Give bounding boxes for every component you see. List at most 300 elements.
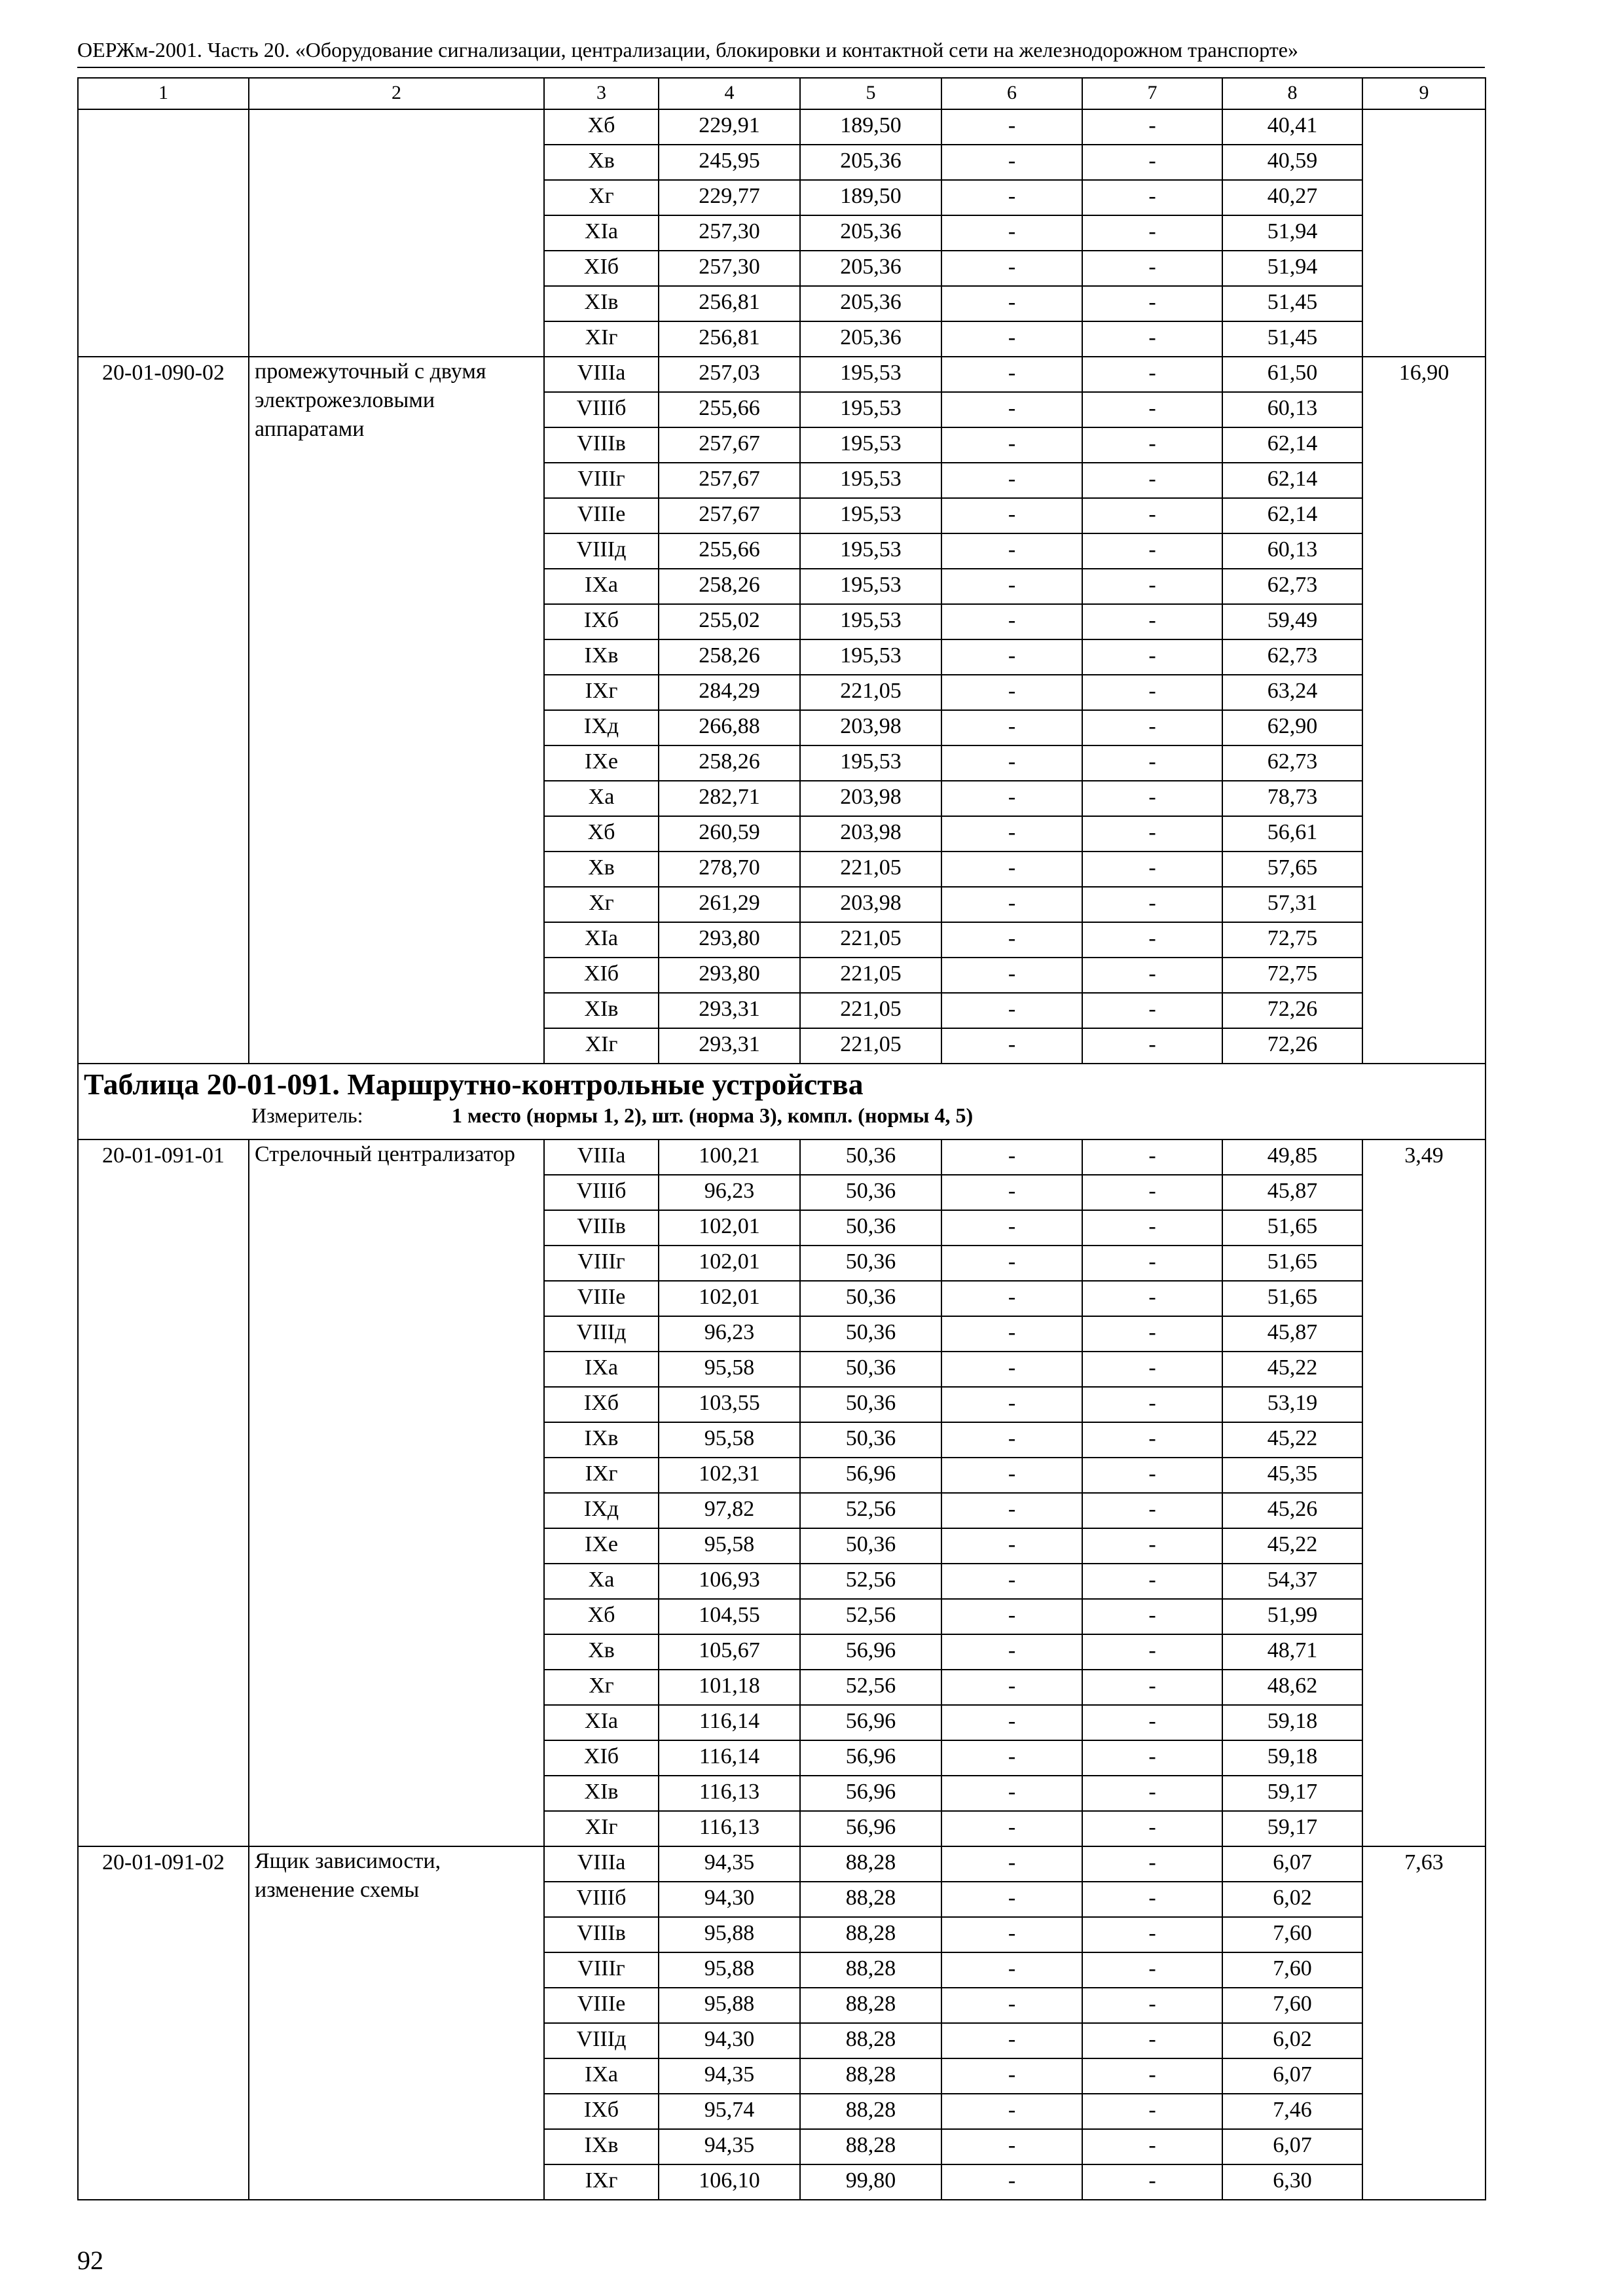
table-cell: 100,21	[659, 1139, 800, 1175]
table-cell: 48,62	[1222, 1670, 1362, 1705]
table-cell: 106,93	[659, 1564, 800, 1599]
table-cell: IХе	[544, 745, 659, 781]
table-cell: VIIIе	[544, 498, 659, 533]
table-cell: 94,30	[659, 2023, 800, 2058]
table-cell: -	[941, 1952, 1082, 1988]
table-cell: 205,36	[800, 215, 941, 251]
table-cell: 95,58	[659, 1528, 800, 1564]
table-measure	[84, 1102, 1480, 1128]
table-cell: 258,26	[659, 569, 800, 604]
norm-code: 20-01-091-02	[78, 1846, 249, 2200]
table-cell: 293,31	[659, 993, 800, 1028]
table-cell: 45,26	[1222, 1493, 1362, 1528]
table-cell: 205,36	[800, 145, 941, 180]
table-cell: 195,53	[800, 427, 941, 463]
table-cell: 56,96	[800, 1740, 941, 1776]
col-num: 7	[1082, 78, 1222, 109]
table-cell: 57,65	[1222, 852, 1362, 887]
table-cell: -	[1082, 463, 1222, 498]
table-cell: -	[941, 1846, 1082, 1882]
table-cell: -	[1082, 1139, 1222, 1175]
table-cell: IХв	[544, 2129, 659, 2164]
table-cell: -	[941, 1528, 1082, 1564]
table-cell: -	[941, 2094, 1082, 2129]
table-cell: -	[1082, 1564, 1222, 1599]
table-cell: 102,01	[659, 1281, 800, 1316]
table-cell: 221,05	[800, 675, 941, 710]
norm-code: 20-01-090-02	[78, 357, 249, 1064]
table-cell: 59,18	[1222, 1705, 1362, 1740]
table-cell: 88,28	[800, 2058, 941, 2094]
col-num: 8	[1222, 78, 1362, 109]
table-cell: -	[1082, 1634, 1222, 1670]
table-cell: 94,35	[659, 2129, 800, 2164]
table-cell: 284,29	[659, 675, 800, 710]
table-cell: ХIг	[544, 1811, 659, 1846]
table-cell: 221,05	[800, 1028, 941, 1064]
table-cell: 40,41	[1222, 109, 1362, 145]
table-cell: 78,73	[1222, 781, 1362, 816]
table-cell: 50,36	[800, 1281, 941, 1316]
table-cell: IХа	[544, 2058, 659, 2094]
table-cell: -	[941, 1988, 1082, 2023]
table-cell: 96,23	[659, 1316, 800, 1352]
table-cell: 255,66	[659, 533, 800, 569]
table-cell: -	[941, 215, 1082, 251]
table-cell: 6,02	[1222, 2023, 1362, 2058]
table-cell: -	[941, 2164, 1082, 2200]
table-cell: -	[1082, 639, 1222, 675]
table-cell: 102,01	[659, 1246, 800, 1281]
table-cell: -	[941, 958, 1082, 993]
table-cell: Хб	[544, 1599, 659, 1634]
table-cell: -	[1082, 604, 1222, 639]
table-cell: 40,59	[1222, 145, 1362, 180]
table-row	[78, 357, 1486, 392]
table-cell: 103,55	[659, 1387, 800, 1422]
table-cell: -	[1082, 1599, 1222, 1634]
table-cell: 56,61	[1222, 816, 1362, 852]
table-cell: 293,31	[659, 1028, 800, 1064]
table-cell: 72,75	[1222, 922, 1362, 958]
table-cell: 57,31	[1222, 887, 1362, 922]
table-cell: VIIIа	[544, 357, 659, 392]
col-num: 9	[1362, 78, 1486, 109]
table-cell: VIIIе	[544, 1281, 659, 1316]
table-cell: -	[1082, 745, 1222, 781]
table-cell: 189,50	[800, 180, 941, 215]
table-cell: -	[941, 286, 1082, 321]
table-row	[78, 1139, 1486, 1175]
table-cell: 50,36	[800, 1387, 941, 1422]
table-cell: -	[1082, 1811, 1222, 1846]
table-cell: 256,81	[659, 321, 800, 357]
table-cell: 45,87	[1222, 1175, 1362, 1210]
table-title: Таблица 20-01-091. Маршрутно-контрольные устройства	[84, 1067, 864, 1101]
table-cell: -	[1082, 816, 1222, 852]
table-cell: 203,98	[800, 887, 941, 922]
col-num: 2	[249, 78, 544, 109]
table-cell: Ха	[544, 1564, 659, 1599]
table-cell: 293,80	[659, 922, 800, 958]
table-cell: -	[1082, 1422, 1222, 1458]
table-cell: 6,30	[1222, 2164, 1362, 2200]
table-cell: 261,29	[659, 887, 800, 922]
table-cell: -	[1082, 1246, 1222, 1281]
table-cell: 257,30	[659, 215, 800, 251]
table-cell: VIIIв	[544, 427, 659, 463]
table-cell: ХIб	[544, 1740, 659, 1776]
table-cell: -	[941, 1493, 1082, 1528]
table-cell: -	[1082, 887, 1222, 922]
table-cell: 51,65	[1222, 1281, 1362, 1316]
table-cell: -	[941, 1210, 1082, 1246]
table-cell: 50,36	[800, 1422, 941, 1458]
table-cell: -	[941, 1670, 1082, 1705]
table-cell: 50,36	[800, 1246, 941, 1281]
table-cell: 61,50	[1222, 357, 1362, 392]
table-cell: -	[1082, 1175, 1222, 1210]
table-cell: IХе	[544, 1528, 659, 1564]
table-cell: -	[941, 569, 1082, 604]
table-title-cell	[78, 1064, 1486, 1139]
table-cell: 50,36	[800, 1175, 941, 1210]
table-cell: -	[1082, 1705, 1222, 1740]
norm-col9: 16,90	[1362, 357, 1486, 1064]
table-cell: VIIIг	[544, 1246, 659, 1281]
table-cell: 95,88	[659, 1952, 800, 1988]
table-cell: -	[941, 1776, 1082, 1811]
table-cell: Хг	[544, 180, 659, 215]
table-cell: 54,37	[1222, 1564, 1362, 1599]
table-cell: VIIIд	[544, 533, 659, 569]
table-cell: -	[1082, 145, 1222, 180]
table-cell: VIIIб	[544, 1175, 659, 1210]
norm-col9	[1362, 109, 1486, 357]
table-cell: -	[941, 1422, 1082, 1458]
table-cell: -	[1082, 1917, 1222, 1952]
measure-value: 1 место (нормы 1, 2), шт. (норма 3), компл. (нормы 4, 5)	[452, 1103, 974, 1127]
table-cell: -	[1082, 357, 1222, 392]
table-cell: -	[941, 180, 1082, 215]
table-row	[78, 109, 1486, 145]
table-cell: -	[941, 1564, 1082, 1599]
table-cell: VIIIг	[544, 1952, 659, 1988]
table-cell: 52,56	[800, 1564, 941, 1599]
table-cell: Хв	[544, 1634, 659, 1670]
norm-name: промежуточный с двумя электрожезловыми аппаратами	[249, 357, 544, 1064]
table-cell: -	[941, 1387, 1082, 1422]
table-cell: -	[1082, 321, 1222, 357]
table-cell: 88,28	[800, 2129, 941, 2164]
norm-col9: 3,49	[1362, 1139, 1486, 1846]
table-cell: -	[941, 1352, 1082, 1387]
table-cell: 88,28	[800, 1952, 941, 1988]
table-cell: ХIг	[544, 1028, 659, 1064]
table-cell: VIIIв	[544, 1917, 659, 1952]
table-cell: 56,96	[800, 1811, 941, 1846]
table-cell: ХIа	[544, 922, 659, 958]
column-numbers-row	[78, 78, 1486, 109]
table-cell: -	[1082, 1740, 1222, 1776]
table-cell: 195,53	[800, 639, 941, 675]
table-cell: 257,30	[659, 251, 800, 286]
col-num: 5	[800, 78, 941, 109]
table-cell: 63,24	[1222, 675, 1362, 710]
table-cell: -	[1082, 1352, 1222, 1387]
table-cell: 51,94	[1222, 251, 1362, 286]
table-cell: 195,53	[800, 498, 941, 533]
table-cell: -	[941, 887, 1082, 922]
table-cell: -	[1082, 1528, 1222, 1564]
table-cell: -	[1082, 498, 1222, 533]
table-cell: Хв	[544, 852, 659, 887]
table-cell: -	[1082, 180, 1222, 215]
table-cell: 72,26	[1222, 1028, 1362, 1064]
table-cell: -	[1082, 1387, 1222, 1422]
table-cell: -	[1082, 286, 1222, 321]
table-cell: ХIв	[544, 286, 659, 321]
table-cell: -	[1082, 1210, 1222, 1246]
table-cell: VIIIв	[544, 1210, 659, 1246]
table-cell: Хв	[544, 145, 659, 180]
table-cell: VIIIа	[544, 1139, 659, 1175]
table-cell: 49,85	[1222, 1139, 1362, 1175]
table-row	[78, 1846, 1486, 1882]
table-cell: -	[941, 109, 1082, 145]
table-cell: 258,26	[659, 639, 800, 675]
table-cell: -	[1082, 1028, 1222, 1064]
table-cell: 45,35	[1222, 1458, 1362, 1493]
table-cell: 62,73	[1222, 639, 1362, 675]
table-cell: 88,28	[800, 1917, 941, 1952]
table-cell: IХа	[544, 569, 659, 604]
table-cell: -	[941, 1740, 1082, 1776]
table-cell: 257,67	[659, 498, 800, 533]
table-cell: 229,91	[659, 109, 800, 145]
table-cell: 94,35	[659, 2058, 800, 2094]
table-cell: 7,60	[1222, 1988, 1362, 2023]
table-cell: -	[941, 1316, 1082, 1352]
table-cell: -	[1082, 922, 1222, 958]
table-cell: -	[1082, 2058, 1222, 2094]
norm-col9: 7,63	[1362, 1846, 1486, 2200]
table-cell: IХб	[544, 2094, 659, 2129]
norm-name: Ящик зависимости, изменение схемы	[249, 1846, 544, 2200]
table-cell: IХд	[544, 1493, 659, 1528]
table-cell: -	[1082, 993, 1222, 1028]
table-cell: 257,03	[659, 357, 800, 392]
table-cell: -	[941, 463, 1082, 498]
table-cell: -	[941, 922, 1082, 958]
table-cell: 95,58	[659, 1422, 800, 1458]
table-cell: -	[941, 1139, 1082, 1175]
table-cell: 56,96	[800, 1705, 941, 1740]
table-cell: -	[941, 1028, 1082, 1064]
table-cell: -	[1082, 215, 1222, 251]
table-cell: IХв	[544, 639, 659, 675]
table-cell: -	[941, 1634, 1082, 1670]
table-cell: Хг	[544, 1670, 659, 1705]
table-cell: 94,30	[659, 1882, 800, 1917]
norm-code	[78, 109, 249, 357]
table-cell: 60,13	[1222, 392, 1362, 427]
table-cell: 116,13	[659, 1776, 800, 1811]
table-cell: 205,36	[800, 321, 941, 357]
table-cell: 50,36	[800, 1352, 941, 1387]
table-cell: -	[941, 604, 1082, 639]
table-cell: ХIб	[544, 251, 659, 286]
table-cell: -	[941, 357, 1082, 392]
table-cell: 52,56	[800, 1670, 941, 1705]
col-num: 6	[941, 78, 1082, 109]
table-cell: 50,36	[800, 1210, 941, 1246]
table-cell: -	[941, 639, 1082, 675]
table-cell: -	[1082, 675, 1222, 710]
table-cell: 45,22	[1222, 1422, 1362, 1458]
table-cell: 221,05	[800, 922, 941, 958]
table-cell: -	[1082, 1458, 1222, 1493]
table-cell: VIIIг	[544, 463, 659, 498]
table-cell: ХIг	[544, 321, 659, 357]
table-cell: -	[1082, 1670, 1222, 1705]
table-cell: 203,98	[800, 781, 941, 816]
table-cell: 195,53	[800, 604, 941, 639]
table-cell: Хб	[544, 109, 659, 145]
table-cell: -	[941, 1175, 1082, 1210]
table-cell: -	[941, 392, 1082, 427]
table-cell: 62,14	[1222, 498, 1362, 533]
table-cell: 51,99	[1222, 1599, 1362, 1634]
table-cell: ХIв	[544, 993, 659, 1028]
table-cell: Ха	[544, 781, 659, 816]
table-cell: IХб	[544, 604, 659, 639]
table-cell: 195,53	[800, 745, 941, 781]
table-cell: 88,28	[800, 2023, 941, 2058]
table-cell: 7,60	[1222, 1917, 1362, 1952]
table-cell: 45,22	[1222, 1352, 1362, 1387]
table-cell: -	[941, 1917, 1082, 1952]
table-cell: 106,10	[659, 2164, 800, 2200]
table-cell: ХIа	[544, 1705, 659, 1740]
table-cell: -	[1082, 533, 1222, 569]
table-cell: 62,14	[1222, 463, 1362, 498]
table-cell: -	[1082, 2023, 1222, 2058]
table-cell: -	[941, 1882, 1082, 1917]
table-cell: 88,28	[800, 1988, 941, 2023]
table-cell: 221,05	[800, 993, 941, 1028]
table-cell: 256,81	[659, 286, 800, 321]
page-number: 92	[77, 2246, 103, 2275]
table-cell: 6,02	[1222, 1882, 1362, 1917]
header-rule	[77, 67, 1485, 68]
table-cell: 260,59	[659, 816, 800, 852]
table-cell: 53,19	[1222, 1387, 1362, 1422]
table-cell: -	[941, 710, 1082, 745]
table-cell: -	[941, 321, 1082, 357]
table-cell: 62,73	[1222, 569, 1362, 604]
table-cell: -	[1082, 781, 1222, 816]
table-cell: 257,67	[659, 463, 800, 498]
table-cell: -	[1082, 392, 1222, 427]
table-cell: -	[941, 427, 1082, 463]
table-cell: -	[1082, 1846, 1222, 1882]
table-cell: 205,36	[800, 251, 941, 286]
table-cell: 59,18	[1222, 1740, 1362, 1776]
table-cell: -	[941, 2058, 1082, 2094]
table-cell: 88,28	[800, 2094, 941, 2129]
norm-code: 20-01-091-01	[78, 1139, 249, 1846]
table-cell: Хб	[544, 816, 659, 852]
table-cell: 195,53	[800, 569, 941, 604]
table-cell: 99,80	[800, 2164, 941, 2200]
table-cell: 278,70	[659, 852, 800, 887]
table-cell: 50,36	[800, 1139, 941, 1175]
table-title-row	[78, 1064, 1486, 1139]
table-cell: 105,67	[659, 1634, 800, 1670]
table-cell: IХг	[544, 1458, 659, 1493]
table-cell: 205,36	[800, 286, 941, 321]
table-cell: 45,22	[1222, 1528, 1362, 1564]
table-cell: -	[941, 1811, 1082, 1846]
table-cell: -	[1082, 2164, 1222, 2200]
col-num: 3	[544, 78, 659, 109]
table-cell: 56,96	[800, 1458, 941, 1493]
table-cell: -	[941, 993, 1082, 1028]
table-cell: -	[1082, 710, 1222, 745]
page-header: ОЕРЖм-2001. Часть 20. «Оборудование сигнализации, централизации, блокировки и контактной сети на железнодорожном транспорте»	[77, 38, 1298, 62]
table-cell: 6,07	[1222, 1846, 1362, 1882]
table-cell: -	[1082, 2129, 1222, 2164]
table-cell: 48,71	[1222, 1634, 1362, 1670]
table-cell: 203,98	[800, 710, 941, 745]
table-cell: 56,96	[800, 1776, 941, 1811]
measure-label: Измеритель:	[251, 1103, 363, 1127]
norm-name: Стрелочный централизатор	[249, 1139, 544, 1846]
table-cell: -	[1082, 1316, 1222, 1352]
table-cell: 255,66	[659, 392, 800, 427]
norm-name	[249, 109, 544, 357]
table-cell: IХг	[544, 2164, 659, 2200]
table-cell: 51,94	[1222, 215, 1362, 251]
table-cell: IХв	[544, 1422, 659, 1458]
table-cell: 245,95	[659, 145, 800, 180]
table-cell: -	[1082, 427, 1222, 463]
table-cell: 88,28	[800, 1882, 941, 1917]
table-cell: 45,87	[1222, 1316, 1362, 1352]
table-cell: 255,02	[659, 604, 800, 639]
table-cell: 95,58	[659, 1352, 800, 1387]
table-cell: -	[941, 1458, 1082, 1493]
table-cell: 95,88	[659, 1988, 800, 2023]
table-cell: -	[1082, 1952, 1222, 1988]
table-cell: 203,98	[800, 816, 941, 852]
table-cell: -	[941, 251, 1082, 286]
table-cell: 221,05	[800, 852, 941, 887]
table-cell: 195,53	[800, 463, 941, 498]
table-cell: 189,50	[800, 109, 941, 145]
table-cell: IХа	[544, 1352, 659, 1387]
table-cell: -	[941, 1281, 1082, 1316]
table-cell: 116,14	[659, 1740, 800, 1776]
table-cell: -	[941, 1246, 1082, 1281]
table-cell: 50,36	[800, 1316, 941, 1352]
table-cell: 59,49	[1222, 604, 1362, 639]
table-cell: -	[1082, 1882, 1222, 1917]
table-cell: 95,74	[659, 2094, 800, 2129]
table-cell: 104,55	[659, 1599, 800, 1634]
table-cell: -	[1082, 251, 1222, 286]
